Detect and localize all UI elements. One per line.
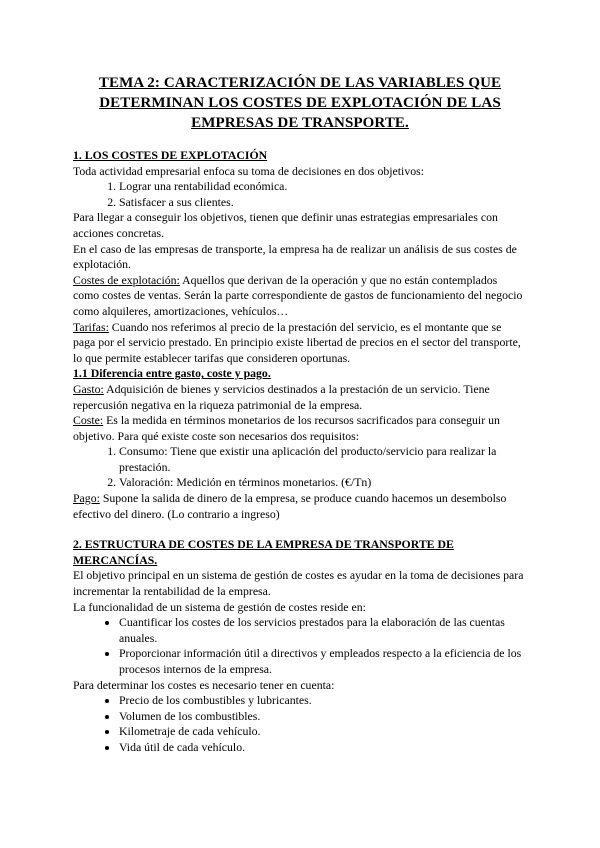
document-body xyxy=(73,148,525,756)
paragraph: En el caso de las empresas de transporte, la empresa ha de realizar un análisis de sus costes de explotación. xyxy=(73,241,517,272)
paragraph: El objetivo principal en un sistema de gestión de costes es ayudar en la toma de decisiones para incrementar la rentabilidad de la empresa. xyxy=(73,568,524,599)
section-1-heading: 1. LOS COSTES DE EXPLOTACIÓN xyxy=(73,148,268,162)
term-gasto: Gasto: xyxy=(73,381,104,396)
document-title xyxy=(60,73,540,133)
list-item: • Volumen de los combustibles. xyxy=(119,709,525,725)
list-item: 1. Consumo: Tiene que existir una aplicación del producto/servicio para realizar la prestación. xyxy=(119,444,525,475)
section-1-intro: Toda actividad empresarial enfoca su toma de decisiones en dos objetivos: xyxy=(73,163,425,178)
term-costes: Costes de explotación: xyxy=(73,272,180,287)
list-item: • Kilometraje de cada vehículo. xyxy=(119,724,525,740)
subsection-heading: 1.1 Diferencia entre gasto, coste y pago. xyxy=(73,366,271,381)
section-2-heading: 2. ESTRUCTURA DE COSTES DE LA EMPRESA DE TRANSPORTE DE MERCANCÍAS. xyxy=(73,537,454,567)
requisitos-list xyxy=(73,444,525,491)
definition-coste-text: Es la medida en términos monetarios de los recursos sacrificados para conseguir un objetivo. Para qué existe coste son necesarios dos requisitos: xyxy=(73,413,500,443)
paragraph: La funcionalidad de un sistema de gestión de costes reside en: xyxy=(73,599,366,614)
definition-gasto xyxy=(73,382,525,413)
title-line-2: DETERMINAN LOS COSTES DE EXPLOTACIÓN DE LAS xyxy=(99,95,501,111)
term-tarifas: Tarifas: xyxy=(73,319,109,334)
term-pago: Pago: xyxy=(73,491,100,506)
definition-coste xyxy=(73,413,525,444)
definition-tarifas-text: Cuando nos referimos al precio de la prestación del servicio, es el montante que se paga por el servicio prestado. En principio existe libertad de precios en el sector del transporte, lo que permite establecer tarifas que consideren oportunas. xyxy=(73,319,521,365)
list-item: • Cuantificar los costes de los servicios prestados para la elaboración de las cuentas anuales. xyxy=(119,615,525,646)
definition-gasto-text: Adquisición de bienes y servicios destinados a la prestación de un servicio. Tiene repercusión negativa en la riqueza patrimonial de la empresa. xyxy=(73,381,490,412)
definition-pago-text: Supone la salida de dinero de la empresa, se produce cuando hacemos un desembolso efectivo del dinero. (Lo contrario a ingreso) xyxy=(73,491,507,521)
funciones-list xyxy=(73,615,525,677)
title-line-3: EMPRESAS DE TRANSPORTE. xyxy=(191,115,409,131)
term-coste: Coste: xyxy=(73,413,104,428)
list-item: 1. Lograr una rentabilidad económica. xyxy=(119,179,525,195)
paragraph: Para llegar a conseguir los objetivos, tienen que definir unas estrategias empresariales con acciones concretas. xyxy=(73,210,498,240)
factores-list xyxy=(73,693,525,755)
definition-tarifas xyxy=(73,320,525,367)
definition-pago xyxy=(73,491,525,522)
title-line-1: TEMA 2: CARACTERIZACIÓN DE LAS VARIABLES QUE xyxy=(98,75,502,91)
list-item: 2. Valoración: Medición en términos monetarios. (€/Tn) xyxy=(119,475,525,491)
paragraph: Para determinar los costes es necesario tener en cuenta: xyxy=(73,677,335,692)
list-item: • Proporcionar información útil a directivos y empleados respecto a la eficiencia de los procesos internos de la empresa. xyxy=(119,646,525,677)
list-item: • Precio de los combustibles y lubricantes. xyxy=(119,693,525,709)
list-item: 2. Satisfacer a sus clientes. xyxy=(119,195,525,211)
objectives-list xyxy=(73,179,525,210)
definition-costes xyxy=(73,273,525,320)
list-item: • Vida útil de cada vehículo. xyxy=(119,740,525,756)
definition-costes-text: Aquellos que derivan de la operación y que no están contemplados como costes de ventas. Serán la parte correspondiente de gastos de funcionamiento del negocio como alquileres, amortizaciones, vehículos… xyxy=(73,272,523,318)
